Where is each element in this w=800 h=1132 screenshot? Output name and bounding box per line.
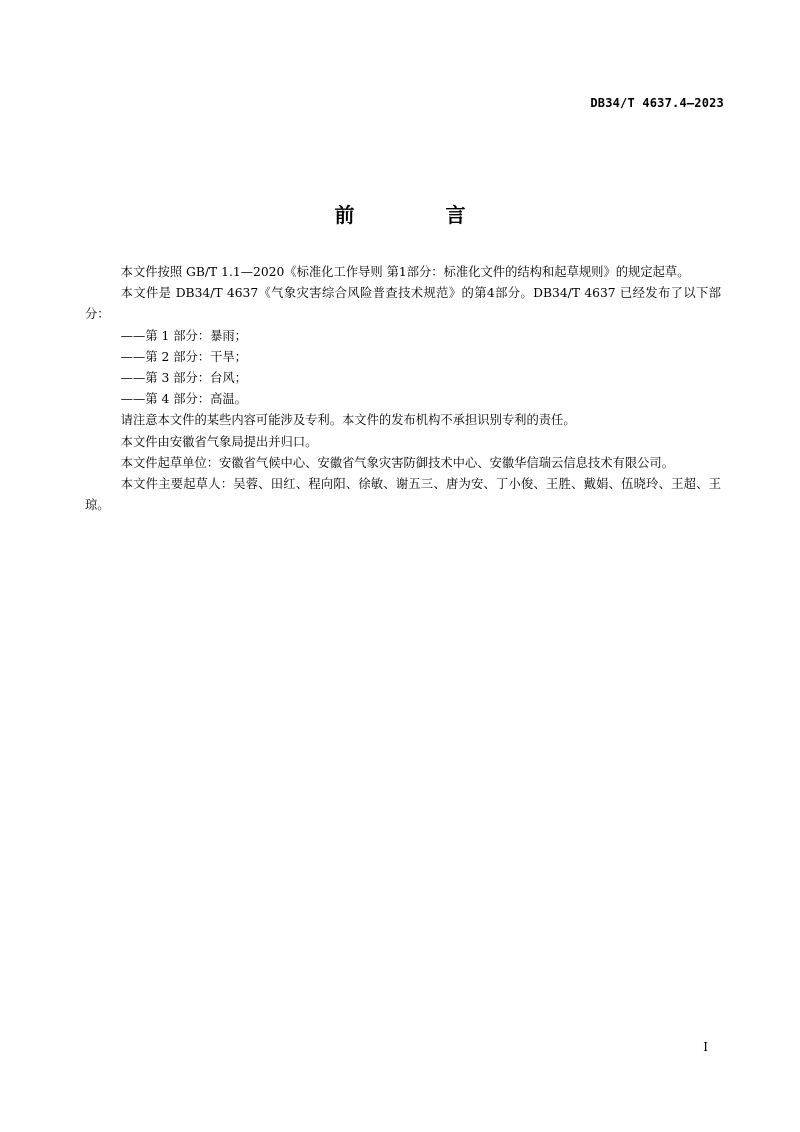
list-item-part-4: ——第 4 部分：高温。 xyxy=(120,392,247,407)
foreword-body xyxy=(85,262,721,516)
paragraph-drafters: 本文件主要起草人：吴蓉、田红、程向阳、徐敏、谢五三、唐为安、丁小俊、王胜、戴娟、伍晓玲、王超、王琼。 xyxy=(85,477,721,513)
page-title: 前 言 xyxy=(334,203,508,227)
paragraph-proposer: 本文件由安徽省气象局提出并归口。 xyxy=(120,434,318,449)
list-item-part-3: ——第 3 部分：台风； xyxy=(120,371,247,386)
document-code: DB34/T 4637.4—2023 xyxy=(590,96,724,110)
paragraph-series-info: 本文件是 DB34/T 4637《气象灾害综合风险普查技术规范》的第4部分。DB34/T 4637 已经发布了以下部分： xyxy=(85,286,721,322)
list-item-part-2: ——第 2 部分：干旱； xyxy=(120,349,247,364)
paragraph-patent-notice: 请注意本文件的某些内容可能涉及专利。本文件的发布机构不承担识别专利的责任。 xyxy=(120,413,576,428)
page-number: I xyxy=(703,1040,708,1054)
list-item-part-1: ——第 1 部分：暴雨； xyxy=(120,328,247,343)
paragraph-drafting-rules: 本文件按照 GB/T 1.1—2020《标准化工作导则 第1部分：标准化文件的结构和起草规则》的规定起草。 xyxy=(120,265,690,279)
paragraph-drafting-units: 本文件起草单位：安徽省气候中心、安徽省气象灾害防御技术中心、安徽华信瑞云信息技术有限公司。 xyxy=(120,455,675,470)
